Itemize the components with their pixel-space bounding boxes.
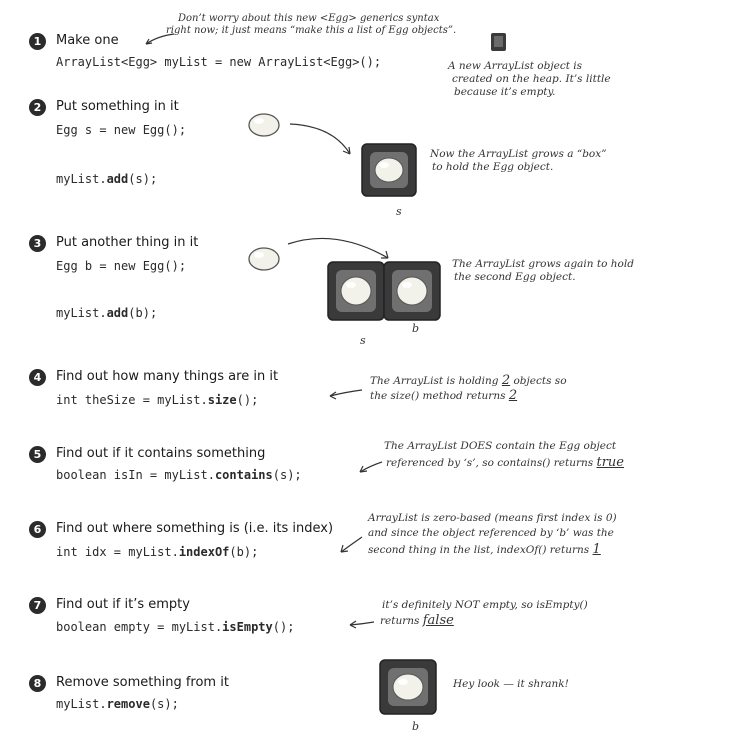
step-4-code: int theSize = myList.size(); [56, 393, 259, 407]
step-3-heading: Put another thing in it [56, 235, 199, 250]
arraylist-box-s [358, 140, 422, 202]
arraylist-box-b [376, 656, 442, 720]
note-generics-line2: right now; it just means “make this a list of Egg objects”. [166, 25, 457, 36]
note-indexof-3: second thing in the list, indexOf() returns 1 [368, 542, 601, 557]
step-3-number: 3 [29, 235, 46, 252]
note-size-1: The ArrayList is holding 2 objects so [370, 373, 567, 388]
arrow-step-7 [346, 616, 378, 632]
note-grows-box-2: to hold the Egg object. [432, 161, 554, 173]
note-grows-again-2: the second Egg object. [454, 271, 576, 283]
step-7-number: 7 [29, 597, 46, 614]
note-new-arraylist-3: because it’s empty. [454, 86, 556, 98]
note-new-arraylist-2: created on the heap. It’s little [452, 73, 611, 85]
step-6-code: int idx = myList.indexOf(b); [56, 545, 259, 559]
arrow-step-6 [336, 534, 366, 556]
step-6-heading: Find out where something is (i.e. its index) [56, 521, 334, 536]
step-5-number: 5 [29, 446, 46, 463]
arraylist-box-s-b [324, 258, 448, 330]
step-1-heading: Make one [56, 33, 119, 48]
note-new-arraylist-1: A new ArrayList object is [448, 60, 583, 72]
step-8-heading: Remove something from it [56, 675, 229, 690]
step-2-code-line1: Egg s = new Egg(); [56, 123, 187, 137]
step-2-heading: Put something in it [56, 99, 179, 114]
step-1-number: 1 [29, 33, 46, 50]
step-7-code: boolean empty = myList.isEmpty(); [56, 620, 295, 634]
step-4-heading: Find out how many things are in it [56, 369, 279, 384]
note-isempty-1: it’s definitely NOT empty, so isEmpty() [382, 599, 588, 611]
step-2-number: 2 [29, 99, 46, 116]
step-7-heading: Find out if it’s empty [56, 597, 190, 612]
note-grows-again-1: The ArrayList grows again to hold [452, 258, 634, 270]
step-8-number: 8 [29, 675, 46, 692]
label-s-step3: s [360, 334, 366, 347]
label-b-step8: b [412, 720, 420, 733]
step-6-number: 6 [29, 521, 46, 538]
note-contains-2: referenced by ‘s’, so contains() returns true [386, 455, 624, 470]
step-2-code-line2: myList.add(s); [56, 172, 158, 186]
label-b-step3: b [412, 322, 420, 335]
note-indexof-1: ArrayList is zero-based (means first index is 0) [368, 512, 617, 524]
note-size-2: the size() method returns 2 [370, 388, 518, 403]
step-1-code: ArrayList<Egg> myList = new ArrayList<Egg>(); [56, 55, 382, 69]
step-5-code: boolean isIn = myList.contains(s); [56, 468, 302, 482]
arrow-step-5 [356, 458, 386, 476]
step-5-heading: Find out if it contains something [56, 446, 266, 461]
label-s-step2: s [396, 205, 402, 218]
arrow-generics [138, 30, 178, 50]
step-8-code: myList.remove(s); [56, 697, 179, 711]
small-arraylist-icon [488, 30, 510, 54]
note-isempty-2: returns false [380, 613, 454, 628]
egg-s-icon [244, 110, 284, 142]
note-generics-line1: Don’t worry about this new <Egg> generics syntax [178, 13, 440, 24]
note-contains-1: The ArrayList DOES contain the Egg object [384, 440, 617, 452]
note-grows-box-1: Now the ArrayList grows a “box” [430, 148, 607, 160]
egg-b-icon [244, 244, 284, 276]
step-3-code-line1: Egg b = new Egg(); [56, 259, 187, 273]
step-4-number: 4 [29, 369, 46, 386]
step-3-code-line2: myList.add(b); [56, 306, 158, 320]
note-shrank: Hey look — it shrank! [453, 678, 569, 690]
note-indexof-2: and since the object referenced by ‘b’ was the [368, 527, 614, 539]
arrow-step-4 [326, 386, 366, 402]
arrow-step-2 [288, 118, 368, 168]
